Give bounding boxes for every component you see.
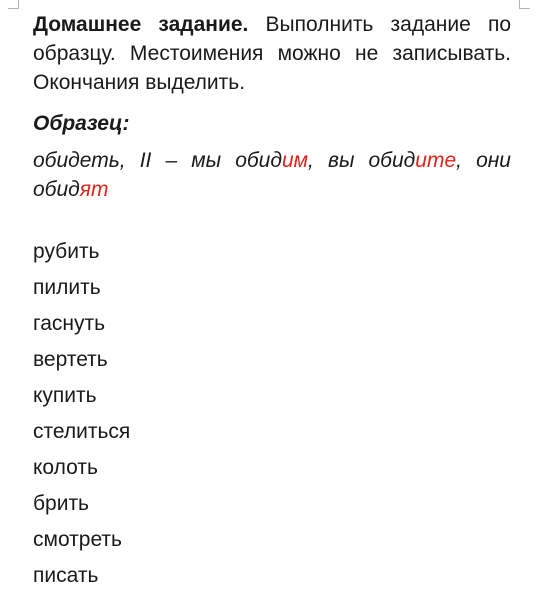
task-text: Выполнить задание по образцу. Местоимения можно не записывать. Окончания выделить. bbox=[33, 13, 511, 94]
sample-ending: ите bbox=[415, 149, 457, 172]
task-paragraph bbox=[33, 10, 511, 97]
sample-part: , вы обид bbox=[308, 149, 416, 172]
verb-item: колоть bbox=[33, 456, 98, 479]
verb-item: гаснуть bbox=[33, 312, 106, 335]
sample-heading: Образец: bbox=[33, 112, 130, 135]
verb-item: писать bbox=[33, 564, 99, 587]
verb-item: брить bbox=[33, 492, 89, 515]
sample-ending: ят bbox=[79, 178, 109, 201]
page-corner-marks bbox=[0, 0, 540, 10]
verb-item: купить bbox=[33, 384, 97, 407]
verb-item: рубить bbox=[33, 240, 100, 263]
verb-item: пилить bbox=[33, 276, 101, 299]
verb-item: смотреть bbox=[33, 528, 122, 551]
verb-list bbox=[33, 234, 130, 594]
task-title: Домашнее задание. bbox=[33, 13, 249, 36]
sample-example bbox=[33, 146, 511, 204]
sample-ending: им bbox=[281, 149, 309, 172]
document-body bbox=[33, 10, 511, 204]
sample-part: , они обид bbox=[33, 149, 511, 201]
page-corner-mark-left bbox=[8, 0, 19, 9]
verb-item: вертеть bbox=[33, 348, 108, 371]
verb-item: стелиться bbox=[33, 420, 131, 443]
sample-part: обидеть, II – мы обид bbox=[33, 149, 282, 172]
page-corner-mark-right bbox=[519, 0, 530, 9]
